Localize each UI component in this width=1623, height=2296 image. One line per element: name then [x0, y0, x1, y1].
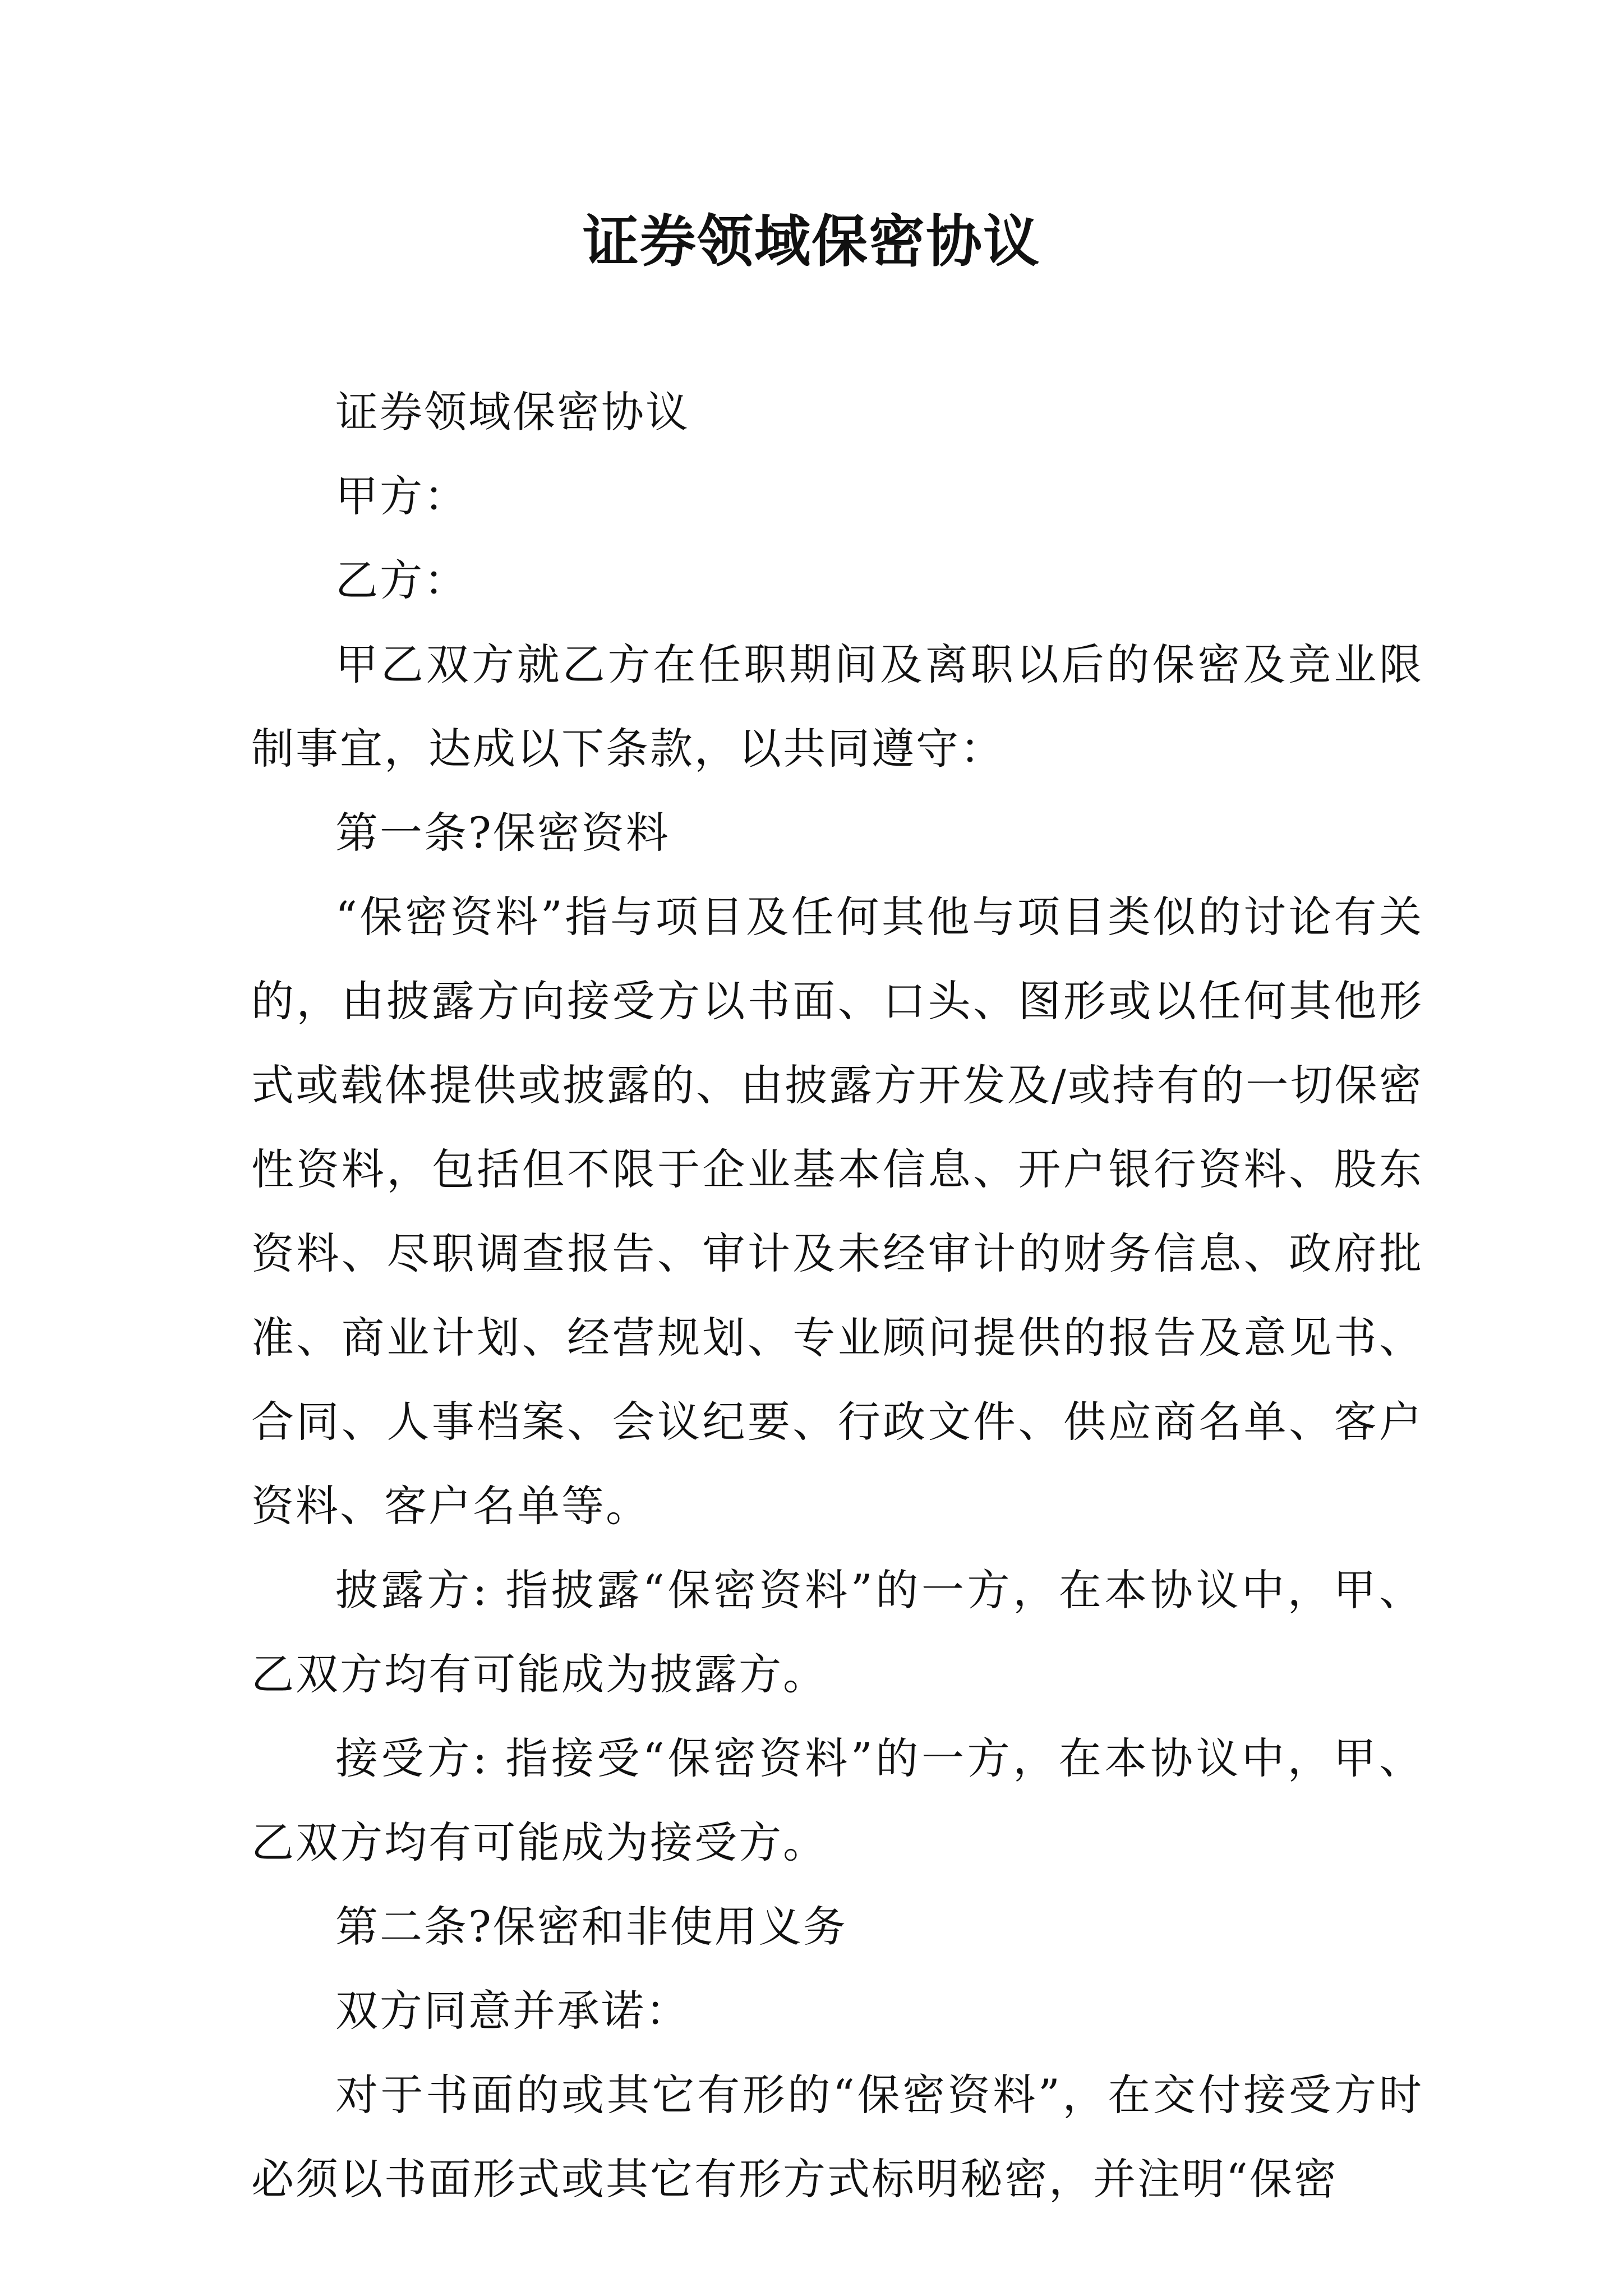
article-1-discloser: 披露方: 指披露“保密资料”的一方，在本协议中，甲、乙双方均有可能成为披露方。: [251, 1565, 1423, 1699]
document-title: 证券领域保密协议: [583, 208, 1040, 274]
article-1-heading: 第一条?保密资料: [335, 808, 670, 858]
document-body: [251, 370, 1423, 2221]
paragraph-party-a: 甲方：: [335, 471, 468, 521]
paragraph-preamble: 甲乙双方就乙方在任职期间及离职以后的保密及竞业限制事宜，达成以下条款，以共同遵守：: [251, 639, 1423, 774]
article-2-clause-1: 对于书面的或其它有形的“保密资料”，在交付接受方时必须以书面形式或其它有形方式标明秘密，并注明“保密: [251, 2070, 1423, 2204]
article-1-recipient: 接受方: 指接受“保密资料”的一方，在本协议中，甲、乙双方均有可能成为接受方。: [251, 1733, 1423, 1867]
article-1-definition: “保密资料”指与项目及任何其他与项目类似的讨论有关的，由披露方向接受方以书面、口头、图形或以任何其他形式或载体提供或披露的、由披露方开发及/或持有的一切保密性资料，包括但不限于企业基本信息、开户银行资料、股东资料、尽职调查报告、审计及未经审计的财务信息、政府批准、商业计划、经营规划、专业顾问提供的报告及意见书、合同、人事档案、会议纪要、行政文件、供应商名单、客户资料、客户名单等。: [251, 892, 1423, 1531]
paragraph-heading: 证券领域保密协议: [335, 387, 690, 437]
article-2-agreement: 双方同意并承诺：: [335, 1986, 690, 2036]
paragraph-party-b: 乙方：: [335, 555, 468, 605]
article-2-heading: 第二条?保密和非使用义务: [335, 1902, 847, 1952]
